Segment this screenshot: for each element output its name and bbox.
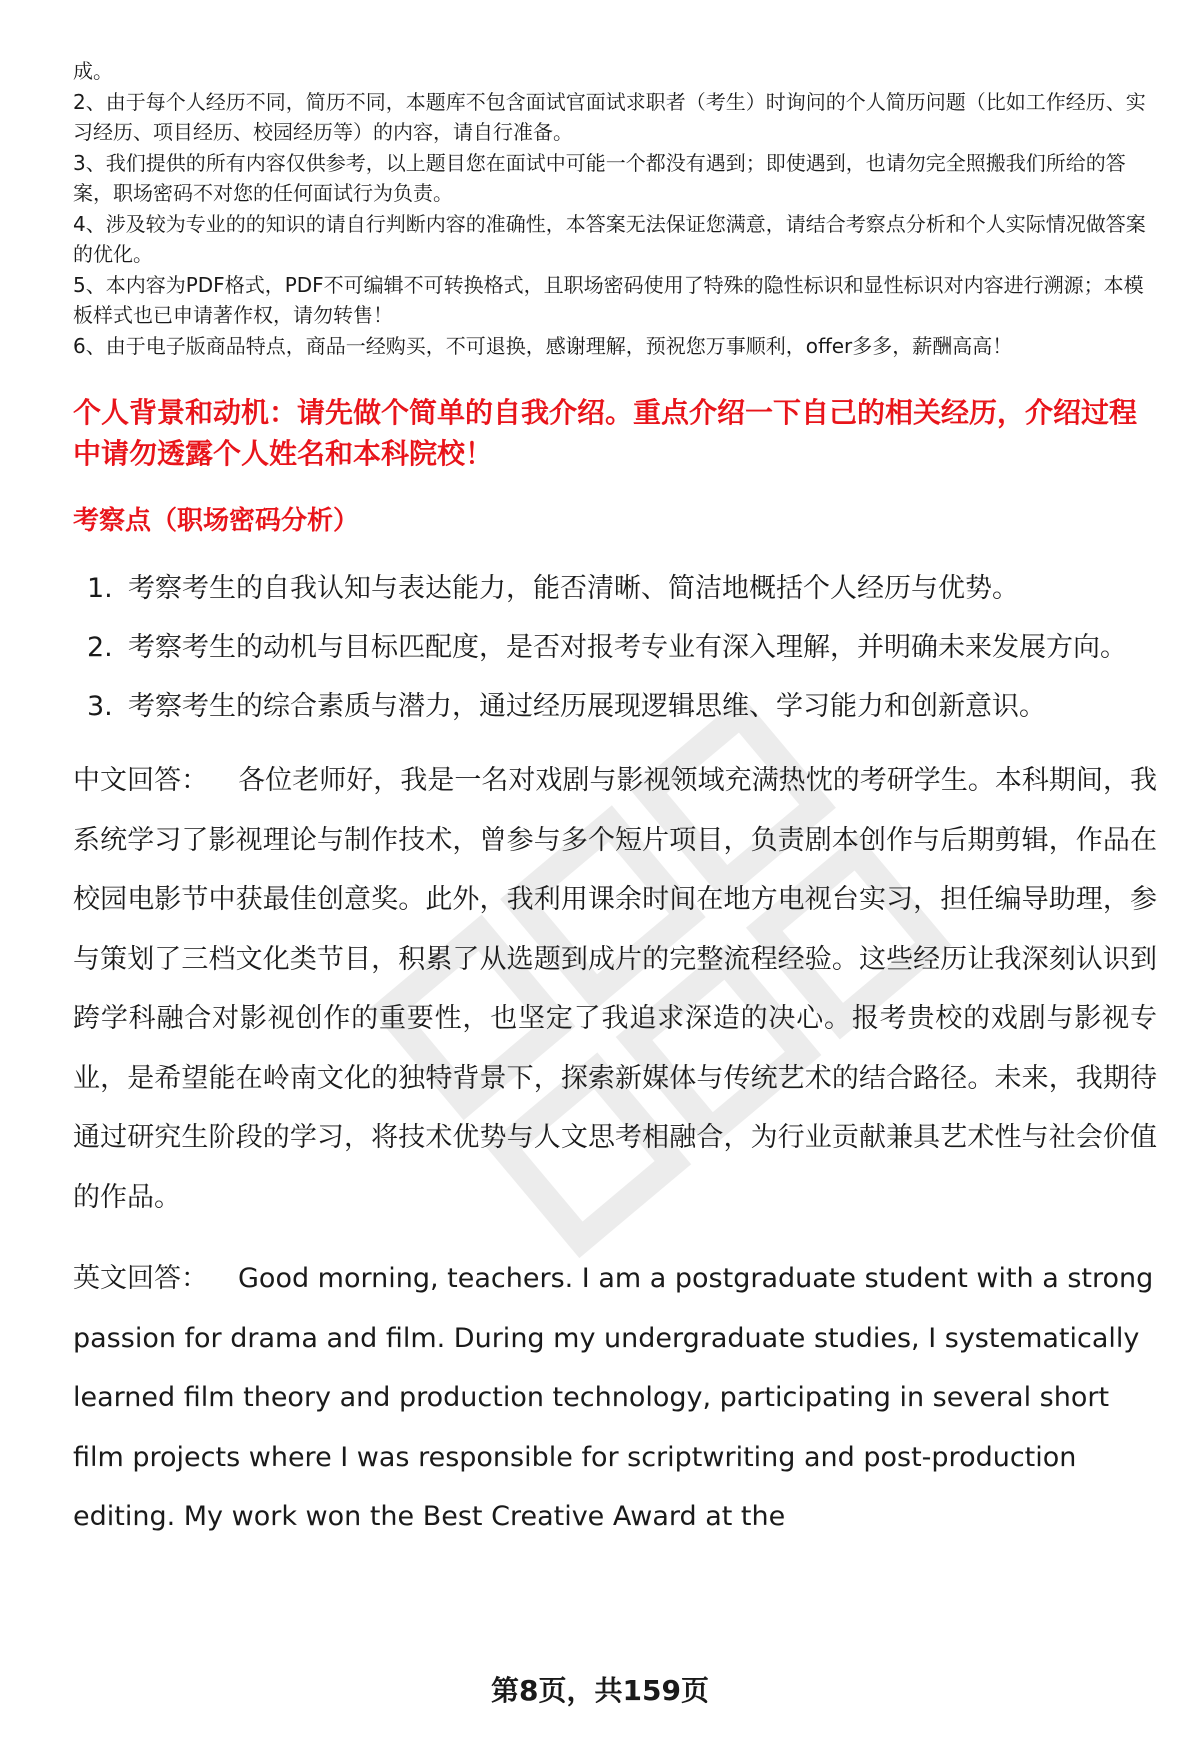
point-text: 考察考生的动机与目标匹配度，是否对报考专业有深入理解，并明确未来发展方向。 bbox=[128, 632, 1127, 663]
note-line: 成。 bbox=[73, 59, 113, 83]
page-number: 第8页，共159页 bbox=[491, 1674, 709, 1707]
analysis-point bbox=[73, 618, 1157, 677]
document-page bbox=[73, 56, 1157, 1547]
chinese-answer-text: 各位老师好，我是一名对戏剧与影视领域充满热忱的考研学生。本科期间，我系统学习了影视理论与制作技术，曾参与多个短片项目，负责剧本创作与后期剪辑，作品在校园电影节中获最佳创意奖。此外，我利用课余时间在地方电视台实习，担任编导助理，参与策划了三档文化类节目，积累了从选题到成片的完整流程经验。这些经历让我深刻认识到跨学科融合对影视创作的重要性，也坚定了我追求深造的决心。报考贵校的戏剧与影视专业，是希望能在岭南文化的独特背景下，探索新媒体与传统艺术的结合路径。未来，我期待通过研究生阶段的学习，将技术优势与人文思考相融合，为行业贡献兼具艺术性与社会价值的作品。 bbox=[73, 765, 1158, 1213]
english-answer-text: Good morning, teachers. I am a postgraduate student with a strong passion for drama and film. During my undergraduate studies, I systematically learned film theory and production technology, participating in several short film projects where I was responsible for scriptwriting and post-production editing. My work won the Best Creative Award at the bbox=[73, 1263, 1154, 1532]
note-line: 3、我们提供的所有内容仅供参考，以上题目您在面试中可能一个都没有遇到；即使遇到，也请勿完全照搬我们所给的答案，职场密码不对您的任何面试行为负责。 bbox=[73, 150, 1126, 205]
note-line: 4、涉及较为专业的的知识的请自行判断内容的准确性，本答案无法保证您满意，请结合考察点分析和个人实际情况做答案的优化。 bbox=[73, 211, 1146, 266]
point-number: 1. bbox=[87, 573, 113, 604]
analysis-point bbox=[73, 677, 1157, 736]
point-text: 考察考生的综合素质与潜力，通过经历展现逻辑思维、学习能力和创新意识。 bbox=[128, 691, 1046, 722]
analysis-title: 考察点（职场密码分析） bbox=[73, 506, 360, 536]
point-text: 考察考生的自我认知与表达能力，能否清晰、简洁地概括个人经历与优势。 bbox=[128, 573, 1019, 604]
point-number: 2. bbox=[87, 632, 113, 663]
note-line: 6、由于电子版商品特点，商品一经购买，不可退换，感谢理解，预祝您万事顺利，offer多多，薪酬高高！ bbox=[73, 333, 1013, 358]
note-line: 2、由于每个人经历不同，简历不同，本题库不包含面试官面试求职者（考生）时询问的个人简历问题（比如工作经历、实习经历、项目经历、校园经历等）的内容，请自行准备。 bbox=[73, 89, 1146, 144]
english-answer bbox=[73, 1249, 1157, 1547]
analysis-point bbox=[73, 559, 1157, 618]
note-line: 5、本内容为PDF格式，PDF不可编辑不可转换格式，且职场密码使用了特殊的隐性标识和显性标识对内容进行溯源；本模板样式也已申请著作权，请勿转售！ bbox=[73, 272, 1144, 327]
analysis-points bbox=[73, 559, 1157, 736]
point-number: 3. bbox=[87, 691, 113, 722]
interview-question: 个人背景和动机：请先做个简单的自我介绍。重点介绍一下自己的相关经历，介绍过程中请勿透露个人姓名和本科院校！ bbox=[73, 396, 1138, 470]
chinese-answer bbox=[73, 751, 1157, 1227]
notes-section bbox=[73, 56, 1157, 361]
english-answer-label: 英文回答： bbox=[73, 1263, 208, 1294]
chinese-answer-label: 中文回答： bbox=[73, 765, 209, 796]
